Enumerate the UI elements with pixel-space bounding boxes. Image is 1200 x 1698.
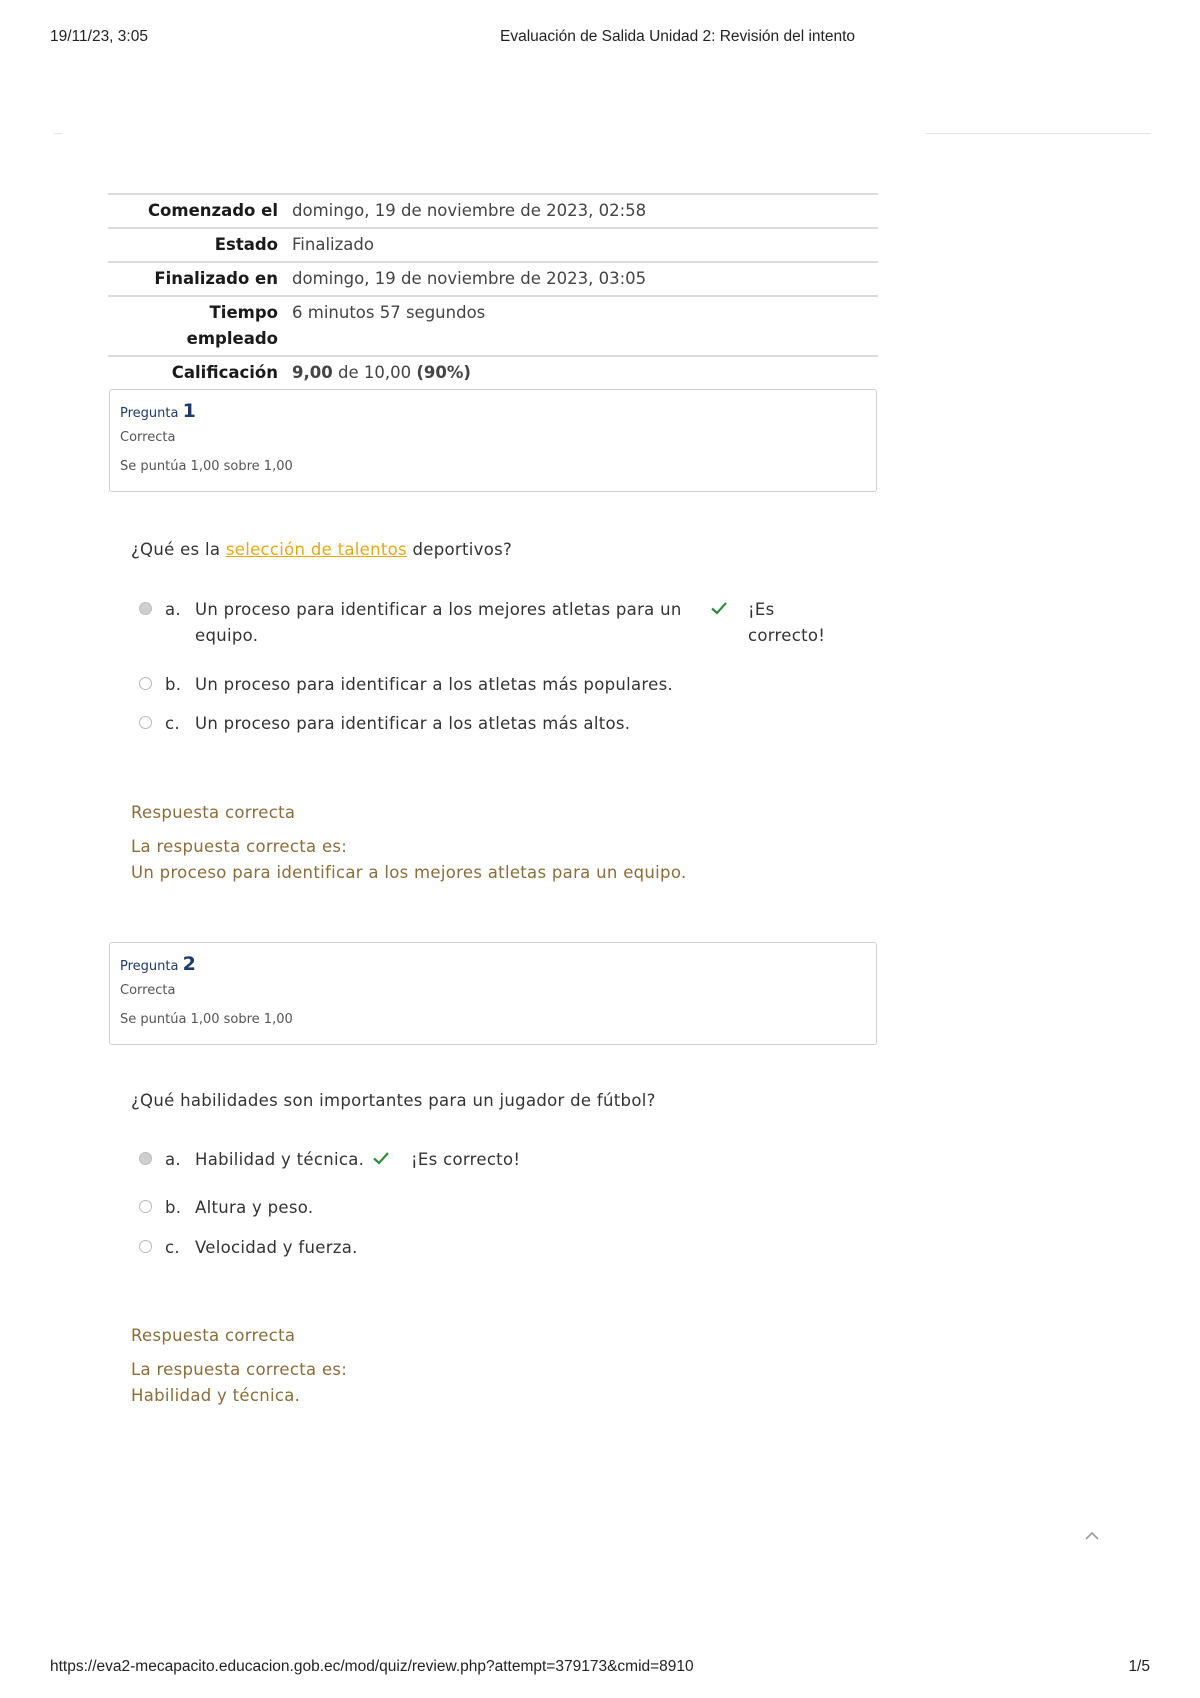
question-1-answer-a[interactable] xyxy=(139,597,839,649)
question-1-grade: Se puntúa 1,00 sobre 1,00 xyxy=(120,459,293,474)
feedback-line1: ¡Es xyxy=(748,600,775,619)
question-1-answer-b[interactable] xyxy=(139,672,839,698)
print-url: https://eva2-mecapacito.educacion.gob.ec/mod/quiz/review.php?attempt=379173&cmid=8910 xyxy=(50,1658,694,1675)
question-2-grade: Se puntúa 1,00 sobre 1,00 xyxy=(120,1012,293,1027)
check-icon xyxy=(372,1149,390,1167)
print-date: 19/11/23, 3:05 xyxy=(50,28,148,45)
attempt-summary-table xyxy=(108,193,878,389)
question-1-info xyxy=(109,389,877,492)
state-value: Finalizado xyxy=(292,235,374,254)
question-1-answer-c[interactable] xyxy=(139,711,839,737)
question-1-text-before: ¿Qué es la xyxy=(131,540,221,559)
check-icon xyxy=(710,599,728,617)
radio-unchecked[interactable] xyxy=(139,1200,152,1213)
question-label: Pregunta xyxy=(120,406,179,421)
radio-checked[interactable] xyxy=(139,602,152,615)
print-footer xyxy=(50,1658,1150,1678)
time-label xyxy=(108,296,292,356)
answer-text-line2: equipo. xyxy=(195,626,259,645)
question-number: 1 xyxy=(182,400,196,422)
answer-letter: a. xyxy=(165,1150,181,1169)
answer-text: Altura y peso. xyxy=(195,1198,314,1217)
question-2-state: Correcta xyxy=(120,983,176,998)
finished-label: Finalizado en xyxy=(154,269,278,288)
question-2-outcome xyxy=(131,1323,347,1409)
summary-row-state xyxy=(108,228,878,262)
right-answer-text: Un proceso para identificar a los mejores atletas para un equipo. xyxy=(131,863,687,882)
question-1-text-after: deportivos? xyxy=(412,540,513,559)
header-divider-right xyxy=(925,133,1151,134)
answer-feedback xyxy=(748,597,825,649)
time-label-line2: empleado xyxy=(186,329,278,348)
answer-letter: c. xyxy=(165,714,180,733)
started-value: domingo, 19 de noviembre de 2023, 02:58 xyxy=(292,201,647,220)
answer-feedback: ¡Es correcto! xyxy=(411,1150,521,1169)
question-2-text: ¿Qué habilidades son importantes para un jugador de fútbol? xyxy=(131,1091,656,1110)
grade-label: Calificación xyxy=(171,363,278,382)
print-page-number: 1/5 xyxy=(1128,1658,1150,1675)
answer-text-line1: Un proceso para identificar a los mejores atletas para un xyxy=(195,600,682,619)
question-2-answer-a[interactable] xyxy=(139,1147,839,1173)
outcome-text: Respuesta correcta xyxy=(131,1326,296,1345)
answer-text: Habilidad y técnica. xyxy=(195,1150,365,1169)
started-label: Comenzado el xyxy=(147,201,278,220)
print-title: Evaluación de Salida Unidad 2: Revisión del intento xyxy=(500,28,856,45)
right-answer-label: La respuesta correcta es: xyxy=(131,1360,348,1379)
summary-row-started xyxy=(108,194,878,228)
header-divider-left xyxy=(54,133,62,134)
right-answer-text: Habilidad y técnica. xyxy=(131,1386,301,1405)
question-1-text xyxy=(131,540,512,559)
answer-text xyxy=(195,597,682,649)
print-header xyxy=(50,28,1150,48)
right-answer-label: La respuesta correcta es: xyxy=(131,837,348,856)
summary-row-finished xyxy=(108,262,878,296)
question-2-answer-c[interactable] xyxy=(139,1235,839,1261)
question-2-answer-b[interactable] xyxy=(139,1195,839,1221)
answer-text: Un proceso para identificar a los atletas más populares. xyxy=(195,675,674,694)
question-1-number xyxy=(120,400,866,422)
outcome-text: Respuesta correcta xyxy=(131,803,296,822)
radio-checked[interactable] xyxy=(139,1152,152,1165)
grade-score: 9,00 xyxy=(292,363,333,382)
question-label: Pregunta xyxy=(120,959,179,974)
state-label: Estado xyxy=(214,235,278,254)
radio-unchecked[interactable] xyxy=(139,1240,152,1253)
time-label-line1: Tiempo xyxy=(209,303,278,322)
grade-value xyxy=(292,356,878,389)
answer-letter: c. xyxy=(165,1238,180,1257)
answer-letter: b. xyxy=(165,675,182,694)
question-1-outcome xyxy=(131,800,686,886)
glossary-link[interactable]: selección de talentos xyxy=(225,540,407,559)
answer-text: Un proceso para identificar a los atletas más altos. xyxy=(195,714,631,733)
question-1-state: Correcta xyxy=(120,430,176,445)
answer-letter: b. xyxy=(165,1198,182,1217)
feedback-line2: correcto! xyxy=(748,626,826,645)
answer-text: Velocidad y fuerza. xyxy=(195,1238,358,1257)
answer-letter: a. xyxy=(165,600,181,619)
radio-unchecked[interactable] xyxy=(139,677,152,690)
radio-unchecked[interactable] xyxy=(139,716,152,729)
chevron-up-icon[interactable] xyxy=(1083,1527,1101,1545)
grade-percent: (90%) xyxy=(416,363,471,382)
summary-row-grade xyxy=(108,356,878,389)
finished-value: domingo, 19 de noviembre de 2023, 03:05 xyxy=(292,269,647,288)
summary-row-time xyxy=(108,296,878,356)
grade-mid: de 10,00 xyxy=(337,363,412,382)
question-2-number xyxy=(120,953,866,975)
question-2-info xyxy=(109,942,877,1045)
time-value: 6 minutos 57 segundos xyxy=(292,303,486,322)
question-number: 2 xyxy=(182,953,196,975)
